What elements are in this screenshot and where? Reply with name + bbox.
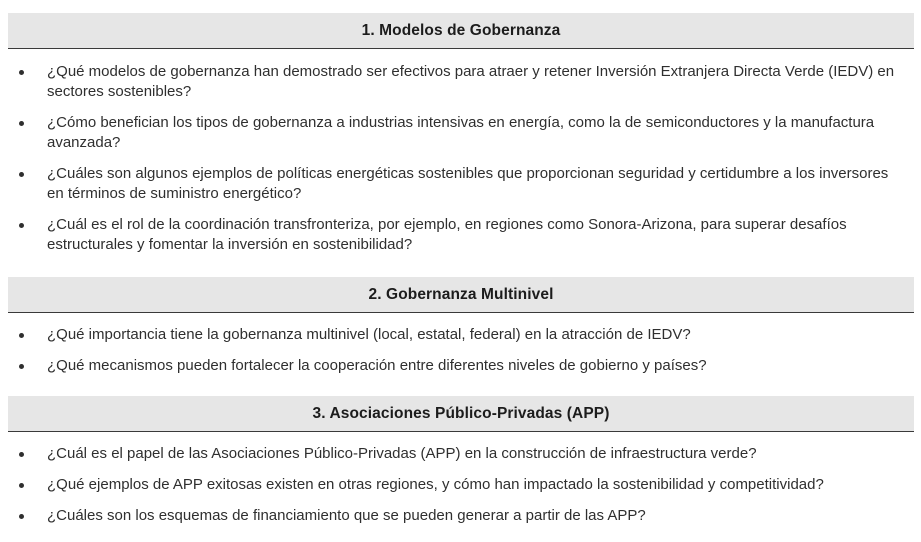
section-title: 2. Gobernanza Multinivel	[368, 285, 554, 303]
section-header	[8, 13, 914, 49]
section-title: 3. Asociaciones Público-Privadas (APP)	[312, 404, 610, 422]
bullet-icon	[19, 70, 24, 75]
bullet-icon	[19, 364, 24, 369]
list-item	[0, 325, 921, 345]
section-title: 1. Modelos de Gobernanza	[361, 21, 561, 39]
list-item	[0, 475, 921, 495]
question-list	[0, 49, 921, 255]
list-item-text: ¿Qué mecanismos pueden fortalecer la cooperación entre diferentes niveles de gobierno y países?	[47, 357, 707, 374]
list-item	[0, 215, 921, 255]
question-list	[0, 313, 921, 376]
bullet-icon	[19, 452, 24, 457]
bullet-icon	[19, 483, 24, 488]
list-item-text: ¿Qué ejemplos de APP exitosas existen en otras regiones, y cómo han impactado la sostenibilidad y competitividad?	[47, 476, 824, 493]
list-item-text: ¿Qué modelos de gobernanza han demostrado ser efectivos para atraer y retener Inversión Extranjera Directa Verde (IEDV) en sectores sostenibles?	[47, 63, 895, 100]
bullet-icon	[19, 333, 24, 338]
question-list	[0, 432, 921, 526]
list-item	[0, 164, 921, 204]
list-item	[0, 62, 921, 102]
bullet-icon	[19, 121, 24, 126]
list-item	[0, 356, 921, 376]
section-header	[8, 277, 914, 313]
section-multilevel-governance	[0, 277, 921, 387]
bullet-icon	[19, 223, 24, 228]
list-item	[0, 113, 921, 153]
list-item-text: ¿Cuáles son algunos ejemplos de políticas energéticas sostenibles que proporcionan seguridad y certidumbre a los inversores en términos de suministro energético?	[47, 165, 889, 202]
bullet-icon	[19, 514, 24, 519]
bullet-icon	[19, 172, 24, 177]
list-item-text: ¿Cuáles son los esquemas de financiamiento que se pueden generar a partir de las APP?	[47, 507, 646, 524]
list-item-text: ¿Cómo benefician los tipos de gobernanza a industrias intensivas en energía, como la de semiconductores y la manufactura avanzada?	[47, 114, 875, 151]
section-governance-models	[0, 13, 921, 266]
section-header	[8, 396, 914, 432]
list-item-text: ¿Qué importancia tiene la gobernanza multinivel (local, estatal, federal) en la atracción de IEDV?	[47, 326, 691, 343]
list-item-text: ¿Cuál es el rol de la coordinación transfronteriza, por ejemplo, en regiones como Sonora-Arizona, para superar desafíos estructurales y fomentar la inversión en sostenibilidad?	[47, 216, 847, 253]
list-item	[0, 506, 921, 526]
section-public-private-partnerships	[0, 396, 921, 537]
list-item	[0, 444, 921, 464]
list-item-text: ¿Cuál es el papel de las Asociaciones Público-Privadas (APP) en la construcción de infraestructura verde?	[47, 445, 757, 462]
